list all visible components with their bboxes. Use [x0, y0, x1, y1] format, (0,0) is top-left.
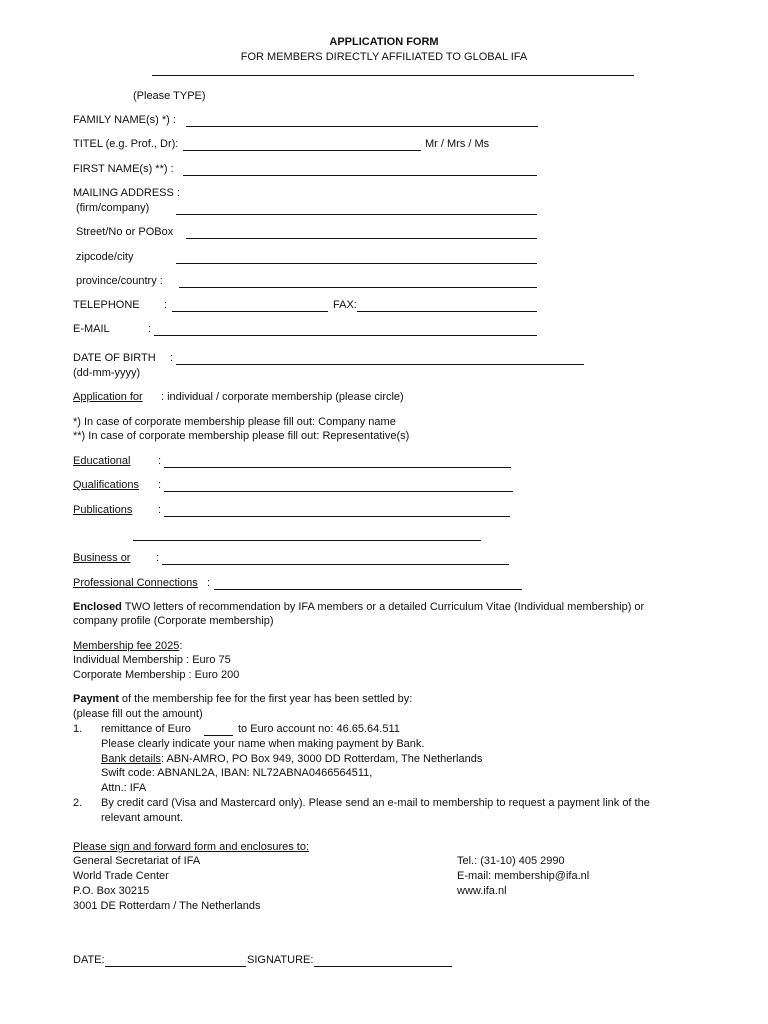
corporate-note-2: **) In case of corporate membership please fill out: Representative(s): [73, 430, 410, 442]
credit-card-text: By credit card (Visa and Mastercard only). Please send an e-mail to membership to request a payment link of the: [101, 797, 650, 809]
payment-name-note: Please clearly indicate your name when making payment by Bank.: [101, 738, 425, 750]
mailing-address-label: MAILING ADDRESS :: [73, 187, 180, 199]
type-note: (Please TYPE): [133, 90, 206, 102]
header-divider: [152, 75, 634, 76]
province-label: province/country :: [76, 275, 163, 287]
telephone-line[interactable]: [172, 311, 328, 312]
payment-item-1-number: 1.: [73, 723, 83, 735]
qualifications-label: Qualifications: [73, 479, 140, 491]
qualifications-colon: :: [158, 479, 162, 491]
contact-website[interactable]: www.ifa.nl: [457, 885, 507, 897]
membership-type-options[interactable]: : individual / corporate membership (please circle): [161, 391, 404, 403]
telephone-colon: :: [164, 299, 168, 311]
business-colon: :: [156, 552, 160, 564]
bank-details: [101, 753, 482, 766]
enclosed-text: TWO letters of recommendation by IFA members or a detailed Curriculum Vitae (Individual membership) or: [121, 601, 645, 613]
enclosed-bold: Enclosed: [73, 601, 122, 613]
business-label: Business or: [73, 552, 131, 564]
address-line-4: 3001 DE Rotterdam / The Netherlands: [73, 900, 261, 912]
firm-line[interactable]: [176, 214, 537, 215]
family-name-line[interactable]: [186, 126, 538, 127]
professional-colon: :: [207, 577, 211, 589]
email-label: E-MAIL: [73, 323, 110, 335]
firm-label: (firm/company): [76, 202, 150, 214]
zipcode-label: zipcode/city: [76, 251, 134, 263]
date-line[interactable]: [105, 966, 246, 967]
payment-text: of the membership fee for the first year has been settled by:: [118, 693, 413, 705]
payment-bold: Payment: [73, 693, 119, 705]
enclosed-text-2: company profile (Corporate membership): [73, 615, 274, 627]
family-name-label: FAMILY NAME(s) *) :: [73, 114, 176, 126]
contact-tel: Tel.: (31-10) 405 2990: [457, 855, 565, 867]
address-line-3: P.O. Box 30215: [73, 885, 150, 897]
fee-individual: Individual Membership : Euro 75: [73, 654, 231, 666]
titel-line[interactable]: [183, 150, 421, 151]
street-label: Street/No or POBox: [76, 226, 174, 238]
fax-label: FAX:: [333, 299, 357, 311]
titel-label: TITEL (e.g. Prof., Dr):: [73, 138, 179, 150]
professional-connections-label: Professional Connections: [73, 577, 198, 589]
telephone-label: TELEPHONE: [73, 299, 140, 311]
educational-colon: :: [158, 455, 162, 467]
enclosed-paragraph: [73, 601, 644, 614]
credit-card-text-2: relevant amount.: [101, 812, 183, 824]
remittance-amount-line[interactable]: [204, 735, 233, 736]
bank-details-label: Bank details: [101, 753, 161, 765]
zipcode-line[interactable]: [176, 263, 537, 264]
dob-colon: :: [170, 352, 174, 364]
attn-line: Attn.: IFA: [101, 782, 147, 794]
contact-email[interactable]: E-mail: membership@ifa.nl: [457, 870, 590, 882]
fee-corporate: Corporate Membership : Euro 200: [73, 669, 240, 681]
publications-line-2[interactable]: [133, 540, 481, 541]
remittance-label: remittance of Euro: [101, 723, 191, 735]
business-line[interactable]: [162, 564, 509, 565]
professional-connections-line[interactable]: [214, 589, 522, 590]
fax-line[interactable]: [357, 311, 537, 312]
payment-instruction: (please fill out the amount): [73, 708, 203, 720]
euro-account-text: to Euro account no: 46.65.64.511: [238, 723, 400, 735]
first-name-label: FIRST NAME(s) **) :: [73, 163, 174, 175]
address-line-1: General Secretariat of IFA: [73, 855, 201, 867]
email-line[interactable]: [154, 335, 537, 336]
form-title: APPLICATION FORM: [329, 36, 439, 48]
payment-paragraph: [73, 693, 412, 706]
publications-line[interactable]: [164, 516, 510, 517]
dob-format: (dd-mm-yyyy): [73, 367, 141, 379]
qualifications-line[interactable]: [164, 491, 513, 492]
first-name-line[interactable]: [183, 175, 537, 176]
address-line-2: World Trade Center: [73, 870, 169, 882]
publications-colon: :: [158, 504, 162, 516]
corporate-note-1: *) In case of corporate membership please fill out: Company name: [73, 416, 396, 428]
salutation-options[interactable]: Mr / Mrs / Ms: [425, 138, 490, 150]
educational-line[interactable]: [164, 467, 511, 468]
dob-label: DATE OF BIRTH: [73, 352, 156, 364]
fee-heading-colon: :: [179, 640, 183, 652]
sign-forward-heading: Please sign and forward form and enclosures to:: [73, 841, 310, 853]
province-line[interactable]: [179, 287, 537, 288]
date-label: DATE:: [73, 954, 105, 966]
payment-item-2-number: 2.: [73, 797, 83, 809]
street-line[interactable]: [186, 238, 537, 239]
fee-heading-text: Membership fee 2025: [73, 640, 180, 652]
swift-iban: Swift code: ABNANL2A, IBAN: NL72ABNA0466564511,: [101, 767, 373, 779]
signature-label: SIGNATURE:: [247, 954, 314, 966]
publications-label: Publications: [73, 504, 133, 516]
bank-details-text: : ABN-AMRO, PO Box 949, 3000 DD Rotterdam, The Netherlands: [160, 753, 483, 765]
fee-heading: [73, 640, 182, 653]
application-for-label: Application for: [73, 391, 143, 403]
educational-label: Educational: [73, 455, 131, 467]
email-colon: :: [148, 323, 152, 335]
signature-line[interactable]: [314, 966, 452, 967]
form-subtitle: FOR MEMBERS DIRECTLY AFFILIATED TO GLOBAL IFA: [240, 51, 528, 63]
dob-line[interactable]: [176, 364, 584, 365]
